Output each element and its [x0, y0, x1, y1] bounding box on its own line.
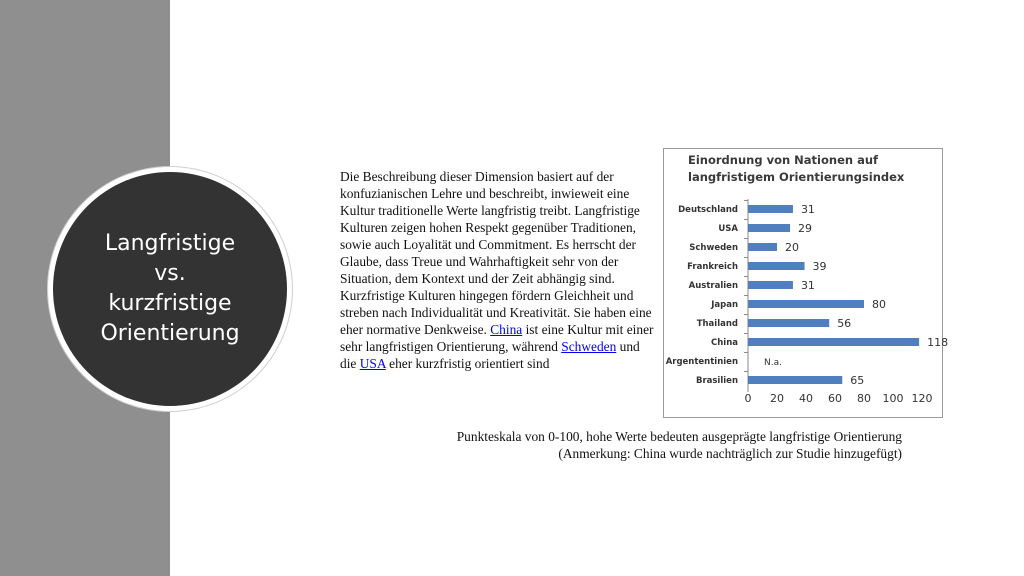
- data-label: 39: [812, 260, 827, 273]
- data-label: 80: [872, 298, 886, 311]
- body-text-part4: eher kurzfristig orientiert sind: [385, 356, 550, 371]
- bar: [748, 205, 793, 213]
- bar: [748, 319, 829, 327]
- category-label: Argententinien: [665, 357, 738, 367]
- bar: [748, 376, 842, 384]
- data-label: 65: [850, 374, 865, 387]
- title-circle: [53, 172, 287, 406]
- x-tick-label: 40: [799, 392, 813, 405]
- body-text-part1: Die Beschreibung dieser Dimension basiert auf der konfuzianischen Lehre und beschreibt, inwieweit eine Kultur traditionelle Werte langfristig treibt. Langfristige Kulturen zeigen hohen Respekt gegenüber Traditionen, sowie auch Loyalität und Commitment. Es herrscht der Glaube, dass Treue und Wahrhaftigkeit sehr von der Situation, dem Kontext und der Zeit abhängig sind. Kurzfristige Kulturen hingegen fördern Gleichheit und streben nach Individualität und Kreativität. Sie haben eine eher normative Denkweise.: [340, 169, 652, 337]
- data-label: 29: [798, 222, 813, 235]
- slide-title: Langfristige vs. kurzfristige Orientierung: [100, 231, 240, 346]
- x-tick-label: 60: [828, 392, 842, 405]
- caption-line-2: (Anmerkung: China wurde nachträglich zur Studie hinzugefügt): [558, 446, 902, 461]
- data-label: 20: [785, 241, 799, 254]
- link-schweden[interactable]: Schweden: [561, 339, 617, 354]
- bar: [748, 338, 919, 346]
- x-tick-label: 100: [882, 392, 904, 405]
- category-label: Brasilien: [695, 376, 738, 386]
- bar-chart: [664, 149, 949, 417]
- data-label: 118: [927, 336, 949, 349]
- category-label: Japan: [711, 300, 738, 310]
- category-label: USA: [718, 224, 738, 234]
- link-usa[interactable]: USA: [359, 356, 386, 371]
- chart-title: Einordnung von Nationen auf langfristigem Orientierungsindex: [688, 153, 905, 184]
- link-china[interactable]: China: [490, 322, 523, 337]
- data-label: 56: [837, 317, 852, 330]
- data-label: N.a.: [764, 358, 782, 368]
- category-label: Deutschland: [678, 205, 738, 215]
- bar: [748, 281, 793, 289]
- bar: [748, 262, 805, 270]
- bar: [748, 243, 777, 251]
- category-label: Frankreich: [687, 262, 738, 272]
- category-label: Schweden: [689, 243, 738, 253]
- bar: [748, 300, 864, 308]
- caption-line-1: Punkteskala von 0-100, hohe Werte bedeuten ausgeprägte langfristige Orientierung: [456, 429, 902, 444]
- x-tick-label: 0: [744, 392, 752, 405]
- bar: [748, 224, 790, 232]
- category-label: Australien: [688, 281, 738, 291]
- data-label: 31: [800, 203, 815, 216]
- body-text-part3: und die: [340, 339, 640, 371]
- x-tick-label: 20: [770, 392, 784, 405]
- category-label: China: [711, 338, 738, 348]
- x-tick-label: 80: [857, 392, 871, 405]
- x-tick-label: 120: [911, 392, 933, 405]
- category-label: Thailand: [696, 319, 738, 329]
- chart-caption: [457, 428, 902, 462]
- chart-panel: [663, 148, 949, 418]
- body-paragraph: [340, 168, 656, 372]
- body-text-part2: ist eine Kultur mit einer sehr langfristigen Orientierung, während: [340, 322, 654, 354]
- data-label: 31: [800, 279, 815, 292]
